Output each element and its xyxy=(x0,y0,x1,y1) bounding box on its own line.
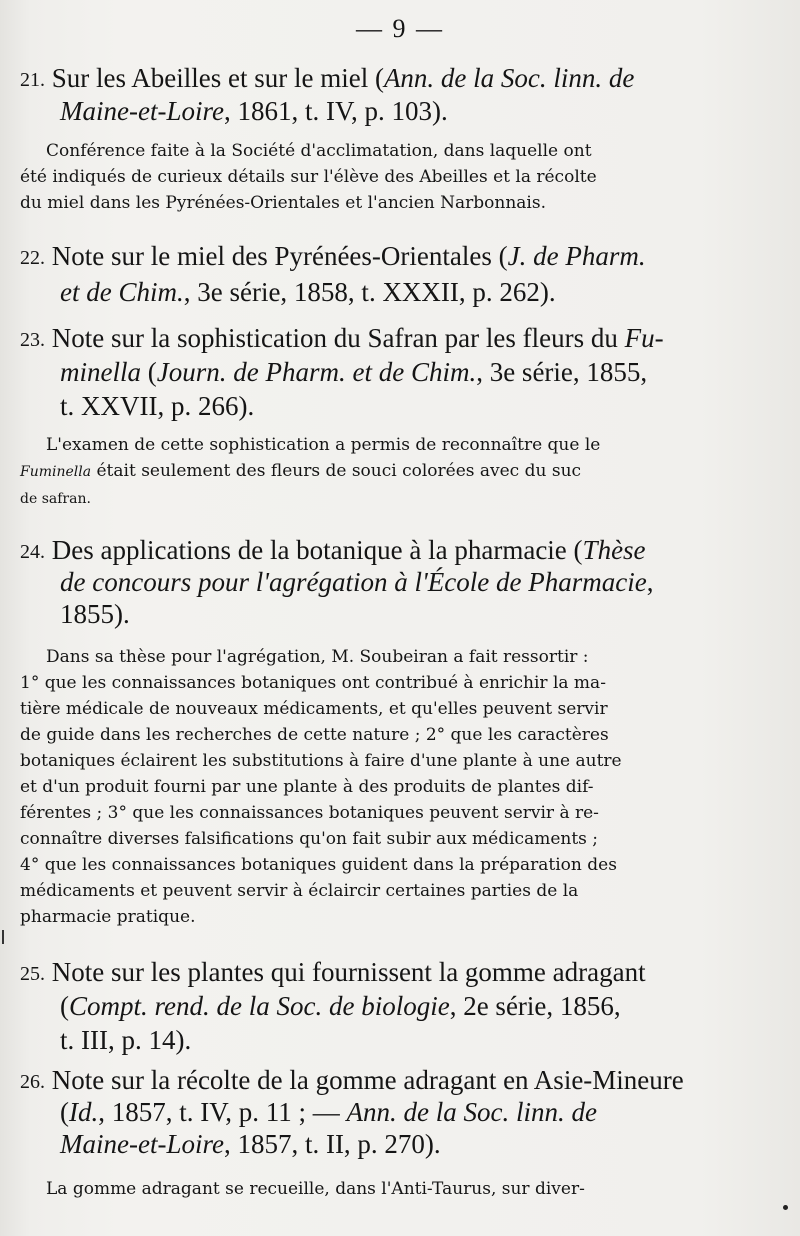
entry-title: Sur les Abeilles et sur le miel ( xyxy=(51,63,384,93)
entry-source: Journ. de Pharm. et de Chim. xyxy=(156,357,477,387)
entry-number: 23. xyxy=(20,329,45,351)
entry-24-line-3: 1855). xyxy=(60,599,130,629)
entry-title: Note sur la récolte de la gomme adragant en Asie-Mineure xyxy=(51,1065,684,1095)
entry-reference: , 1861, t. IV, p. 103). xyxy=(223,96,448,126)
entry-reference: , 2e série, 1856, xyxy=(449,991,621,1021)
entry-number: 24. xyxy=(20,541,45,563)
entry-reference: , 1857, t. IV, p. 11 ; — xyxy=(98,1097,347,1127)
entry-22-line-2 xyxy=(60,276,556,308)
entry-title-continued: minella xyxy=(60,357,141,387)
paren: ( xyxy=(60,991,69,1021)
entry-21-line-2 xyxy=(60,95,448,127)
entry-source: Maine-et-Loire xyxy=(60,1129,224,1159)
entry-reference: , 1857, t. II, p. 270). xyxy=(223,1129,441,1159)
punct: , xyxy=(646,567,654,597)
entry-source: Ann. de la Soc. linn. de xyxy=(346,1097,597,1127)
paren: ( xyxy=(60,1097,69,1127)
note-text: était seulement des fleurs de souci colorées avec du suc xyxy=(91,461,582,481)
entry-source: Compt. rend. de la Soc. de biologie xyxy=(69,991,450,1021)
entry-source: Fu- xyxy=(624,323,664,353)
entry-source: J. de Pharm. xyxy=(507,241,646,271)
entry-24-note-line: Dans sa thèse pour l'agrégation, M. Soubeiran a fait ressortir : xyxy=(46,647,589,667)
entry-24-line-2 xyxy=(60,566,653,598)
entry-24-note-line: pharmacie pratique. xyxy=(20,907,196,927)
entry-title: Note sur les plantes qui fournissent la gomme adragant xyxy=(51,957,646,987)
entry-24-note-line: 4° que les connaissances botaniques guident dans la préparation des xyxy=(20,855,617,875)
entry-number: 22. xyxy=(20,247,45,269)
entry-24-line-1 xyxy=(20,534,646,568)
entry-23-line-2 xyxy=(60,356,647,388)
entry-21-note-line: été indiqués de curieux détails sur l'élève des Abeilles et la récolte xyxy=(20,167,597,187)
entry-21-note-line: Conférence faite à la Société d'acclimatation, dans laquelle ont xyxy=(46,141,592,161)
entry-23-note-line: L'examen de cette sophistication a permis de reconnaître que le xyxy=(46,435,601,455)
entry-24-note-line: et d'un produit fourni par une plante à des produits de plantes dif- xyxy=(20,777,594,797)
entry-24-note-line: connaître diverses falsifications qu'on fait subir aux médicaments ; xyxy=(20,829,599,849)
entry-title: Des applications de la botanique à la pharmacie ( xyxy=(51,535,583,565)
entry-24-note-line: botaniques éclairent les substitutions à faire d'une plante à une autre xyxy=(20,751,622,771)
entry-number: 21. xyxy=(20,69,45,91)
entry-26-line-1 xyxy=(20,1064,684,1098)
paren: ( xyxy=(141,357,157,387)
entry-25-line-1 xyxy=(20,956,646,990)
entry-source: de concours pour l'agrégation à l'École de Pharmacie xyxy=(60,567,647,597)
entry-22-line-1 xyxy=(20,240,646,274)
entry-title: Note sur le miel des Pyrénées-Orientales ( xyxy=(51,241,508,271)
entry-26-note-line: La gomme adragant se recueille, dans l'Anti-Taurus, sur diver- xyxy=(46,1179,585,1199)
ink-speck xyxy=(783,1205,788,1210)
entry-source: Thèse xyxy=(582,535,646,565)
entry-21-note-line: du miel dans les Pyrénées-Orientales et l'ancien Narbonnais. xyxy=(20,193,546,213)
entry-26-line-3 xyxy=(60,1128,441,1160)
entry-24-note-line: férentes ; 3° que les connaissances botaniques peuvent servir à re- xyxy=(20,803,599,823)
entry-24-note-line: 1° que les connaissances botaniques ont contribué à enrichir la ma- xyxy=(20,673,606,693)
entry-23-line-1 xyxy=(20,322,664,356)
entry-source: Id. xyxy=(69,1097,99,1127)
entry-25-line-3: t. III, p. 14). xyxy=(60,1025,192,1055)
entry-source: Ann. de la Soc. linn. de xyxy=(383,63,635,93)
entry-21-line-1 xyxy=(20,62,634,96)
entry-23-line-3: t. XXVII, p. 266). xyxy=(60,391,255,421)
note-taxon: Fuminella xyxy=(20,464,92,480)
entry-23-note-line xyxy=(20,460,581,483)
entry-24-note-line: médicaments et peuvent servir à éclaircir certaines parties de la xyxy=(20,881,579,901)
entry-23-note-line: de safran. xyxy=(20,491,91,507)
entry-reference: , 3e série, 1855, xyxy=(476,357,648,387)
entry-25-line-2 xyxy=(60,990,621,1022)
entry-26-line-2 xyxy=(60,1096,597,1128)
entry-source: Maine-et-Loire xyxy=(60,96,224,126)
entry-24-note-line: de guide dans les recherches de cette nature ; 2° que les caractères xyxy=(20,725,609,745)
entry-24-note-line: tière médicale de nouveaux médicaments, et qu'elles peuvent servir xyxy=(20,699,608,719)
gutter-mark xyxy=(2,930,4,944)
entry-title: Note sur la sophistication du Safran par les fleurs du xyxy=(51,323,625,353)
page-number: — 9 — xyxy=(356,14,444,43)
entry-number: 26. xyxy=(20,1071,45,1093)
entry-reference: , 3e série, 1858, t. XXXII, p. 262). xyxy=(183,277,556,307)
entry-number: 25. xyxy=(20,963,45,985)
entry-source: et de Chim. xyxy=(60,277,184,307)
